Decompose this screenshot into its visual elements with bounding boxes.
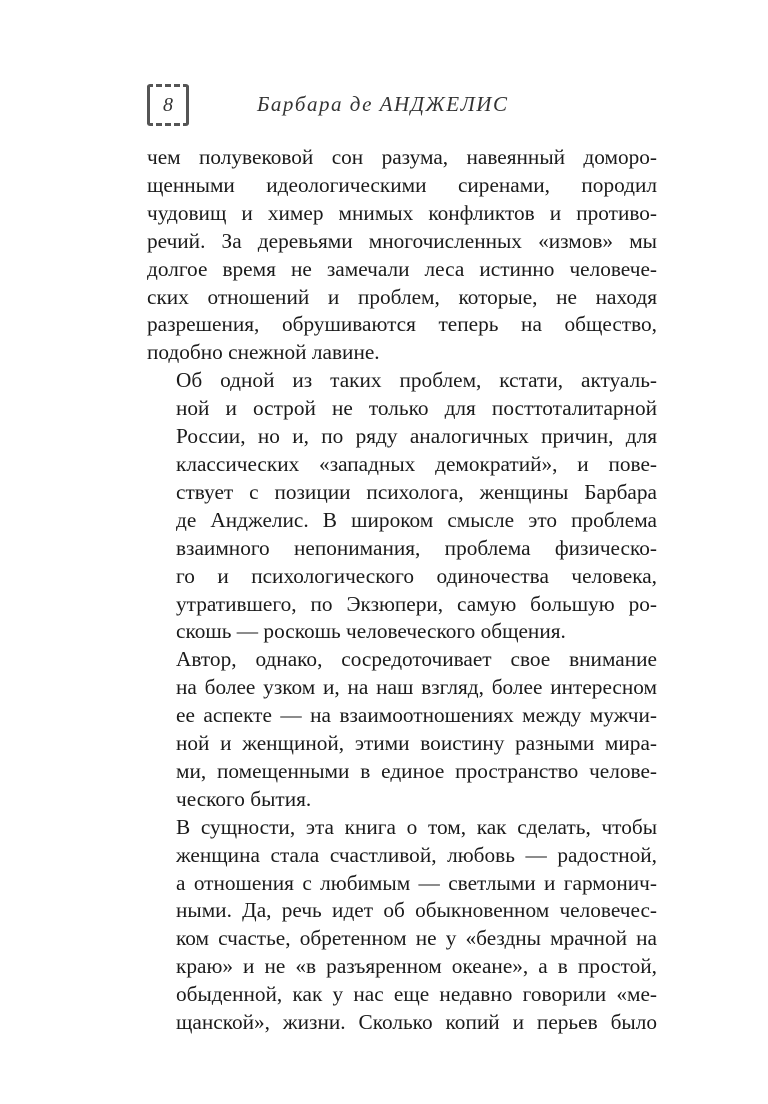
text-line: речий. За деревьями многочисленных «измов» мы (147, 228, 657, 253)
text-line: подобно снежной лавине. (147, 340, 380, 365)
text-line: а отношения с любимым — светлыми и гармонич- (176, 870, 657, 895)
text-line: Об одной из таких проблем, кстати, актуаль- (176, 368, 657, 393)
text-line: ских отношений и проблем, которые, не находя (147, 284, 657, 309)
paragraph (147, 367, 657, 646)
paragraph (147, 646, 657, 813)
text-line: классических «западных демократий», и пове- (176, 451, 657, 476)
text-line: щенными идеологическими сиренами, породил (147, 172, 657, 197)
page-header (147, 84, 657, 128)
text-line: чудовищ и химер мнимых конфликтов и противо- (147, 200, 657, 225)
text-line: го и психологического одиночества человека, (176, 563, 657, 588)
text-line: разрешения, обрушиваются теперь на общество, (147, 312, 657, 337)
paragraph (147, 144, 657, 367)
text-line: щанской», жизни. Сколько копий и перьев было (176, 1010, 657, 1035)
text-line: ной и женщиной, этими воистину разными мира- (176, 731, 657, 756)
text-line: обыденной, как у нас еще недавно говорили «ме- (176, 982, 657, 1007)
body-text (147, 144, 657, 1037)
text-line: России, но и, по ряду аналогичных причин, для (176, 424, 657, 449)
text-line: ческого бытия. (176, 786, 312, 811)
text-line: ее аспекте — на взаимоотношениях между мужчи- (176, 703, 657, 728)
text-line: чем полувековой сон разума, навеянный доморо- (147, 145, 657, 169)
text-line: краю» и не «в разъяренном океане», а в простой, (176, 954, 657, 979)
text-line: ными. Да, речь идет об обыкновенном человечес- (176, 898, 657, 923)
text-line: де Анджелис. В широком смысле это проблема (176, 507, 657, 532)
text-line: взаимного непонимания, проблема физическо- (176, 535, 657, 560)
text-line: женщина стала счастливой, любовь — радостной, (176, 842, 657, 867)
paragraph (147, 814, 657, 1037)
text-line: долгое время не замечали леса истинно человече- (147, 256, 657, 281)
text-line: скошь — роскошь человеческого общения. (176, 619, 566, 644)
text-line: утратившего, по Экзюпери, самую большую ро- (176, 591, 657, 616)
text-line: ком счастье, обретенном не у «бездны мрачной на (176, 926, 657, 951)
page-number: 8 (147, 84, 189, 126)
text-line: ствует с позиции психолога, женщины Барбара (176, 479, 657, 504)
running-head: Барбара де АНДЖЕЛИС (257, 92, 509, 116)
text-line: ной и острой не только для посттоталитарной (176, 396, 657, 421)
text-line: Автор, однако, сосредоточивает свое внимание (176, 647, 657, 672)
text-line: на более узком и, на наш взгляд, более интересном (176, 675, 657, 700)
text-line: ми, помещенными в единое пространство челове- (176, 758, 657, 783)
text-line: В сущности, эта книга о том, как сделать, чтобы (176, 814, 657, 839)
